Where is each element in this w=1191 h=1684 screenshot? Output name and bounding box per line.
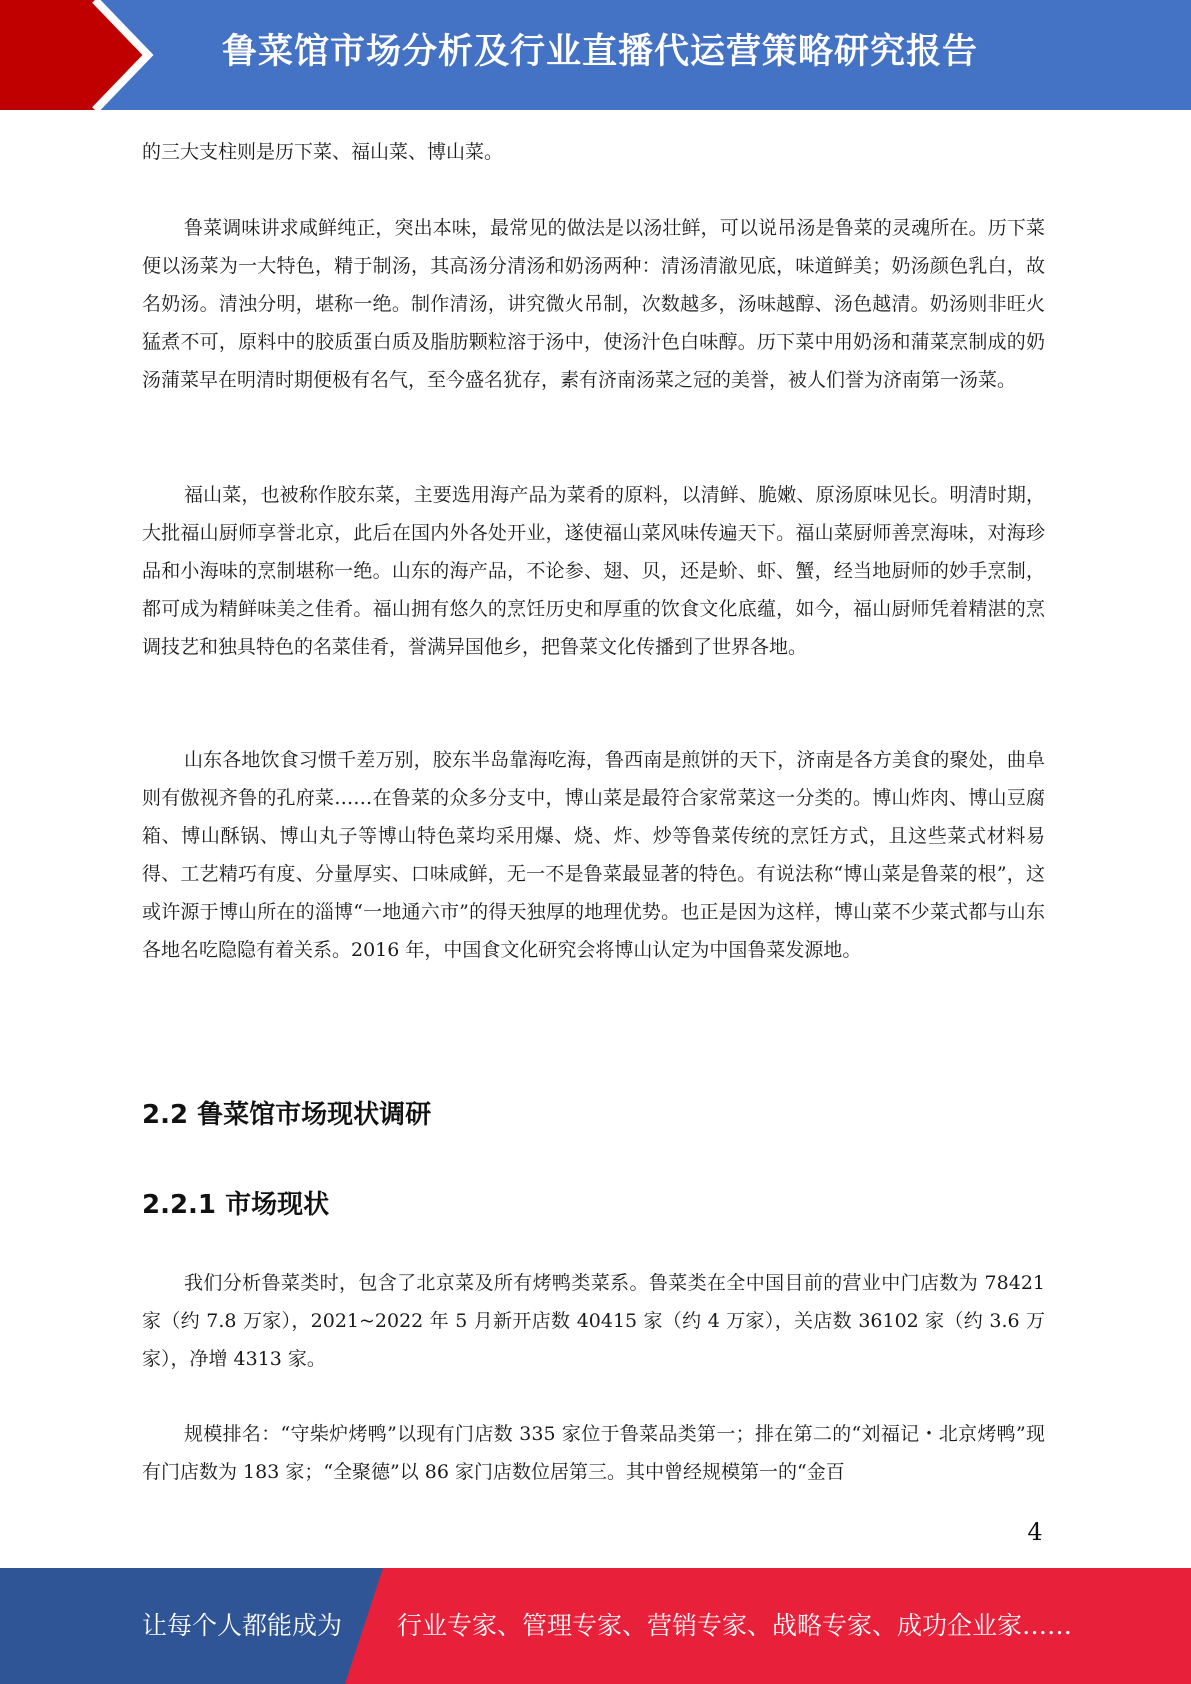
page-footer <box>0 1568 1191 1684</box>
body-paragraph: 福山菜，也被称作胶东菜，主要选用海产品为菜肴的原料，以清鲜、脆嫩、原汤原味见长。明清时期，大批福山厨师享誉北京，此后在国内外各处开业，遂使福山菜风味传遍天下。福山菜厨师善烹海味，对海珍品和小海味的烹制堪称一绝。山东的海产品，不论参、翅、贝，还是蚧、虾、蟹，经当地厨师的妙手烹制，都可成为精鲜味美之佳肴。福山拥有悠久的烹饪历史和厚重的饮食文化底蕴，如今，福山厨师凭着精湛的烹调技艺和独具特色的名菜佳肴，誉满异国他乡，把鲁菜文化传播到了世界各地。 <box>142 484 1045 658</box>
footer-slogan-left: 让每个人都能成为 <box>142 1611 343 1640</box>
subsection-heading: 2.2.1 市场现状 <box>142 1190 330 1220</box>
page-header <box>0 0 1191 110</box>
paragraph-continuation <box>142 133 1045 171</box>
header-title: 鲁菜馆市场分析及行业直播代运营策略研究报告 <box>222 32 979 72</box>
paragraph-market-status <box>142 1264 1045 1378</box>
footer-slogan-right: 行业专家、管理专家、营销专家、战略专家、成功企业家…… <box>397 1611 1073 1640</box>
section-heading: 2.2 鲁菜馆市场现状调研 <box>142 1100 432 1130</box>
body-paragraph: 山东各地饮食习惯千差万别，胶东半岛靠海吃海，鲁西南是煎饼的天下，济南是各方美食的聚处，曲阜则有傲视齐鲁的孔府菜……在鲁菜的众多分支中，博山菜是最符合家常菜这一分类的。博山炸肉、博山豆腐箱、博山酥锅、博山丸子等博山特色菜均采用爆、烧、炸、炒等鲁菜传统的烹饪方式，且这些菜式材料易得、工艺精巧有度、分量厚实、口味咸鲜，无一不是鲁菜最显著的特色。有说法称“博山菜是鲁菜的根”，这或许源于博山所在的淄博“一地通六市”的得天独厚的地理优势。也正是因为这样，博山菜不少菜式都与山东各地名吃隐隐有着关系。2016 年，中国食文化研究会将博山认定为中国鲁菜发源地。 <box>142 749 1045 961</box>
body-paragraph: 规模排名：“守柴炉烤鸭”以现有门店数 335 家位于鲁菜品类第一；排在第二的“刘福记・北京烤鸭”现有门店数为 183 家；“全聚德”以 86 家门店数位居第三。其中曾经规模第一的“金百 <box>142 1423 1045 1483</box>
paragraph-ranking <box>142 1415 1045 1491</box>
body-paragraph: 鲁菜调味讲求咸鲜纯正，突出本味，最常见的做法是以汤壮鲜，可以说吊汤是鲁菜的灵魂所在。历下菜便以汤菜为一大特色，精于制汤，其高汤分清汤和奶汤两种：清汤清澈见底，味道鲜美；奶汤颜色乳白，故名奶汤。清浊分明，堪称一绝。制作清汤，讲究微火吊制，次数越多，汤味越醇、汤色越清。奶汤则非旺火猛煮不可，原料中的胶质蛋白质及脂肪颗粒溶于汤中，使汤汁色白味醇。历下菜中用奶汤和蒲菜烹制成的奶汤蒲菜早在明清时期便极有名气，至今盛名犹存，素有济南汤菜之冠的美誉，被人们誉为济南第一汤菜。 <box>142 217 1045 391</box>
body-paragraph: 我们分析鲁菜类时，包含了北京菜及所有烤鸭类菜系。鲁菜类在全中国目前的营业中门店数为 78421 家（约 7.8 万家），2021~2022 年 5 月新开店数 40415 家（约 4 万家），关店数 36102 家（约 3.6 万家），净增 4313 家。 <box>142 1272 1045 1370</box>
paragraph-lixia <box>142 209 1045 399</box>
paragraph-fushan <box>142 476 1045 666</box>
body-paragraph: 的三大支柱则是历下菜、福山菜、博山菜。 <box>142 141 504 163</box>
paragraph-boshan <box>142 741 1045 969</box>
page-number: 4 <box>1027 1518 1043 1546</box>
